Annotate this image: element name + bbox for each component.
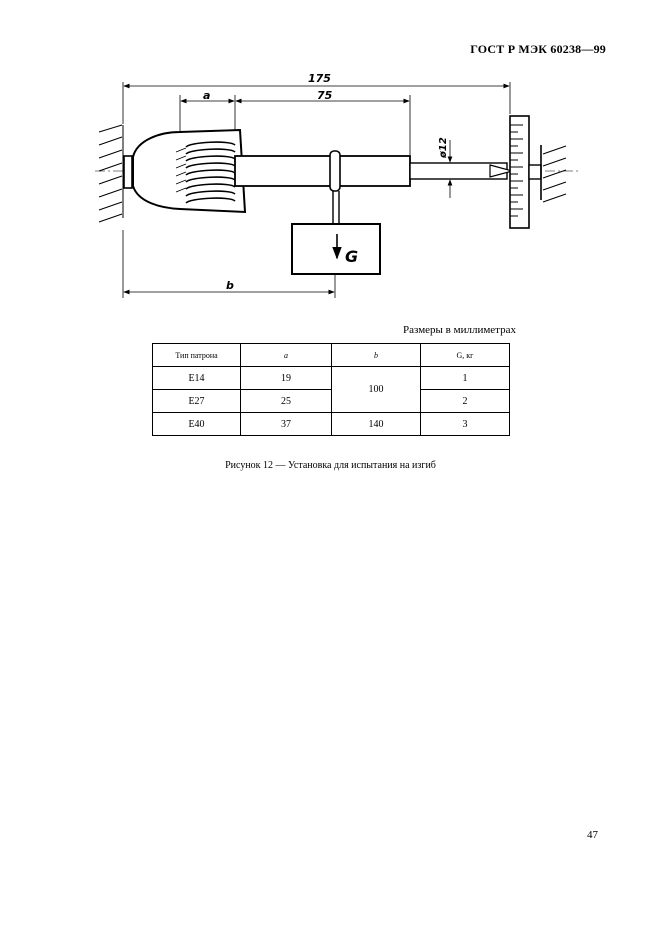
cell-b: 100 [332, 367, 421, 413]
cell-g: 1 [421, 367, 510, 390]
col-header-g: G, кг [421, 344, 510, 367]
cell-type: E14 [153, 367, 241, 390]
dim-75-label: 75 [317, 89, 333, 102]
dim-a-label: a [203, 89, 211, 102]
col-header-a: a [241, 344, 332, 367]
cell-type: E40 [153, 413, 241, 436]
right-wall [543, 146, 566, 202]
test-mandrel [235, 156, 410, 186]
col-header-type: Тип патрона [153, 344, 241, 367]
table-row [153, 413, 510, 436]
weight-box [292, 224, 380, 274]
cell-b: 140 [332, 413, 421, 436]
dim-b-label: b [226, 279, 234, 292]
cell-g: 2 [421, 390, 510, 413]
col-header-b: b [332, 344, 421, 367]
cell-type: E27 [153, 390, 241, 413]
figure-caption: Рисунок 12 — Установка для испытания на изгиб [225, 460, 436, 471]
load-label: G [345, 247, 359, 266]
standard-header: ГОСТ Р МЭК 60238—99 [470, 42, 606, 56]
dimensions-table [152, 343, 510, 436]
units-note: Размеры в миллиметрах [403, 324, 516, 336]
cell-g: 3 [421, 413, 510, 436]
cell-a: 19 [241, 367, 332, 390]
bending-test-drawing [90, 60, 580, 310]
page-number: 47 [587, 829, 598, 841]
base-plate [124, 156, 132, 188]
deflection-scale [510, 116, 541, 228]
cell-a: 37 [241, 413, 332, 436]
dim-total-label: 175 [308, 72, 331, 85]
hanger-collar [330, 151, 340, 191]
left-wall [99, 125, 123, 222]
table-row [153, 390, 510, 413]
table-row [153, 367, 510, 390]
dim-diameter-label: ø12 [438, 137, 449, 158]
cell-a: 25 [241, 390, 332, 413]
table-header-row [153, 344, 510, 367]
